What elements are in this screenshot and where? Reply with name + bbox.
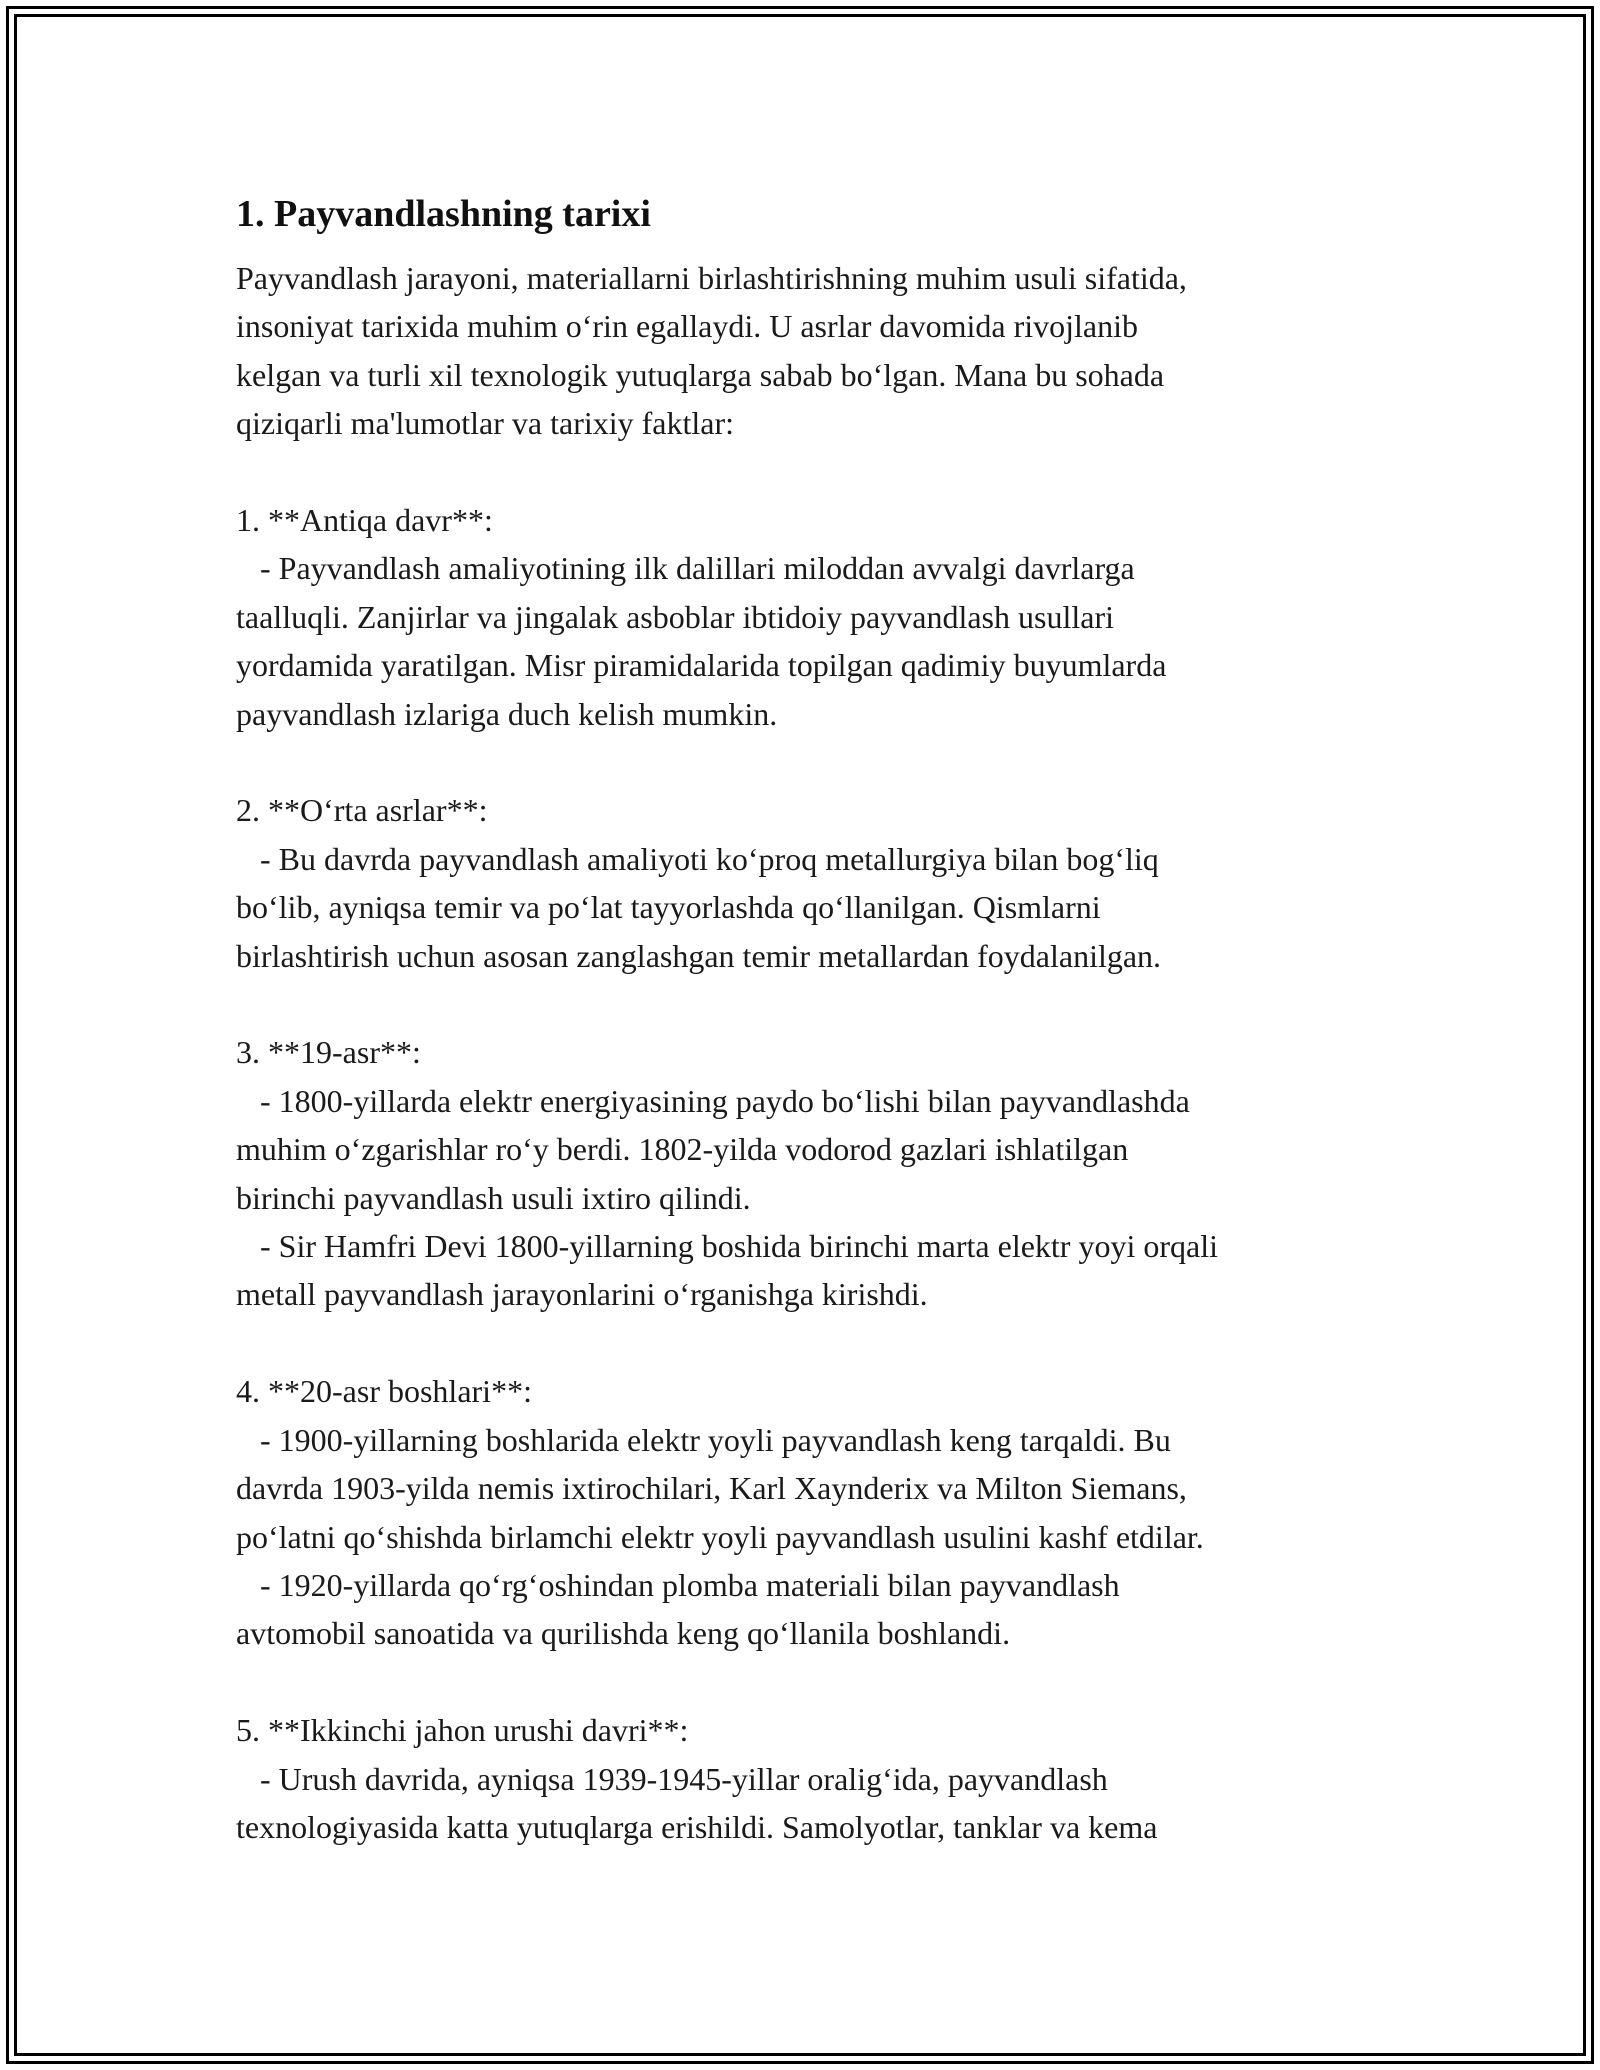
document-content <box>236 186 1376 1851</box>
section-body: - 1900-yillarning boshlarida elektr yoyli payvandlash keng tarqaldi. Bu davrda 1903-yilda nemis ixtirochilari, Karl Xaynderix va Milton Siemans, po‘latni qo‘shishda birlamchi elektr yoyli payvandlash usulini kashf etdilar. - 1920-yillarda qo‘rg‘oshindan plomba materiali bilan payvandlash avtomobil sanoatida va qurilishda keng qo‘llanila boshlandi. <box>236 1421 1204 1652</box>
paragraph-gap <box>236 1658 1376 1706</box>
paragraph-gap <box>236 1319 1376 1367</box>
section-heading: 1. **Antiqa davr**: <box>236 502 493 539</box>
section-body: - 1800-yillarda elektr energiyasining paydo bo‘lishi bilan payvandlashda muhim o‘zgarishlar ro‘y berdi. 1802-yilda vodorod gazlari ishlatilgan birinchi payvandlash usuli ixtiro qilindi. - Sir Hamfri Devi 1800-yillarning boshida birinchi marta elektr yoyi orqali metall payvandlash jarayonlarini o‘rganishga kirishdi. <box>236 1082 1218 1313</box>
section-body: - Payvandlash amaliyotining ilk dalillari miloddan avvalgi davrlarga taalluqli. Zanjirlar va jingalak asboblar ibtidoiy payvandlash usullari yordamida yaratilgan. Misr piramidalarida topilgan qadimiy buyumlarda payvandlash izlariga duch kelish mumkin. <box>236 550 1167 732</box>
section-body: - Urush davrida, ayniqsa 1939-1945-yillar oralig‘ida, payvandlash texnologiyasida katta yutuqlarga erishildi. Samolyotlar, tanklar va kema <box>236 1760 1158 1845</box>
section-heading: 2. **O‘rta asrlar**: <box>236 792 488 829</box>
section-body: - Bu davrda payvandlash amaliyoti ko‘proq metallurgiya bilan bog‘liq bo‘lib, ayniqsa temir va po‘lat tayyorlashda qo‘llanilgan. Qismlarni birlashtirish uchun asosan zanglashgan temir metallardan foydalanilgan. <box>236 840 1162 974</box>
paragraph-gap <box>236 738 1376 786</box>
section-heading: 3. **19-asr**: <box>236 1034 421 1071</box>
intro-paragraph: Payvandlash jarayoni, materiallarni birlashtirishning muhim usuli sifatida, insoniyat tarixida muhim o‘rin egallaydi. U asrlar davomida rivojlanib kelgan va turli xil texnologik yutuqlarga sabab bo‘lgan. Mana bu sohada qiziqarli ma'lumotlar va tarixiy faktlar: <box>236 260 1187 442</box>
paragraph-gap <box>236 448 1376 496</box>
paragraph-gap <box>236 980 1376 1028</box>
document-title: 1. Payvandlashning tarixi <box>236 193 651 235</box>
section-heading: 5. **Ikkinchi jahon urushi davri**: <box>236 1712 689 1749</box>
section-heading: 4. **20-asr boshlari**: <box>236 1373 532 1410</box>
